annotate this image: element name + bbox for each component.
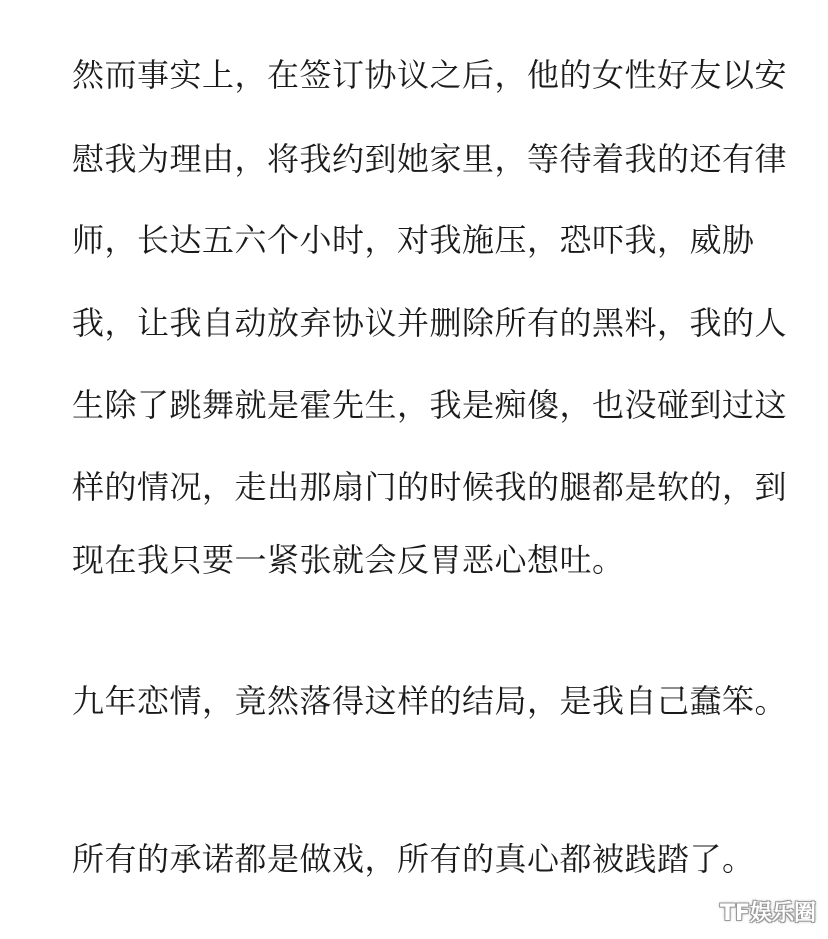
watermark-logo: TF娱乐圈 [719,901,816,926]
paragraph-1-line-6: 样的情况，走出那扇门的时候我的腿都是软的，到 [72,468,788,506]
paragraph-1-line-1: 然而事实上，在签订协议之后，他的女性好友以安 [72,56,788,94]
paragraph-2: 九年恋情，竟然落得这样的结局，是我自己蠢笨。 [72,682,788,720]
paragraph-1-line-7: 现在我只要一紧张就会反胃恶心想吐。 [72,541,625,579]
paragraph-1-line-2: 慰我为理由，将我约到她家里，等待着我的还有律 [72,140,788,178]
paragraph-3: 所有的承诺都是做戏，所有的真心都被践踏了。 [72,840,755,878]
paragraph-1-line-5: 生除了跳舞就是霍先生，我是痴傻，也没碰到过这 [72,386,788,424]
paragraph-1-line-3: 师，长达五六个小时，对我施压，恐吓我，威胁 [72,221,755,259]
paragraph-1-line-4: 我，让我自动放弃协议并删除所有的黑料，我的人 [72,304,788,342]
